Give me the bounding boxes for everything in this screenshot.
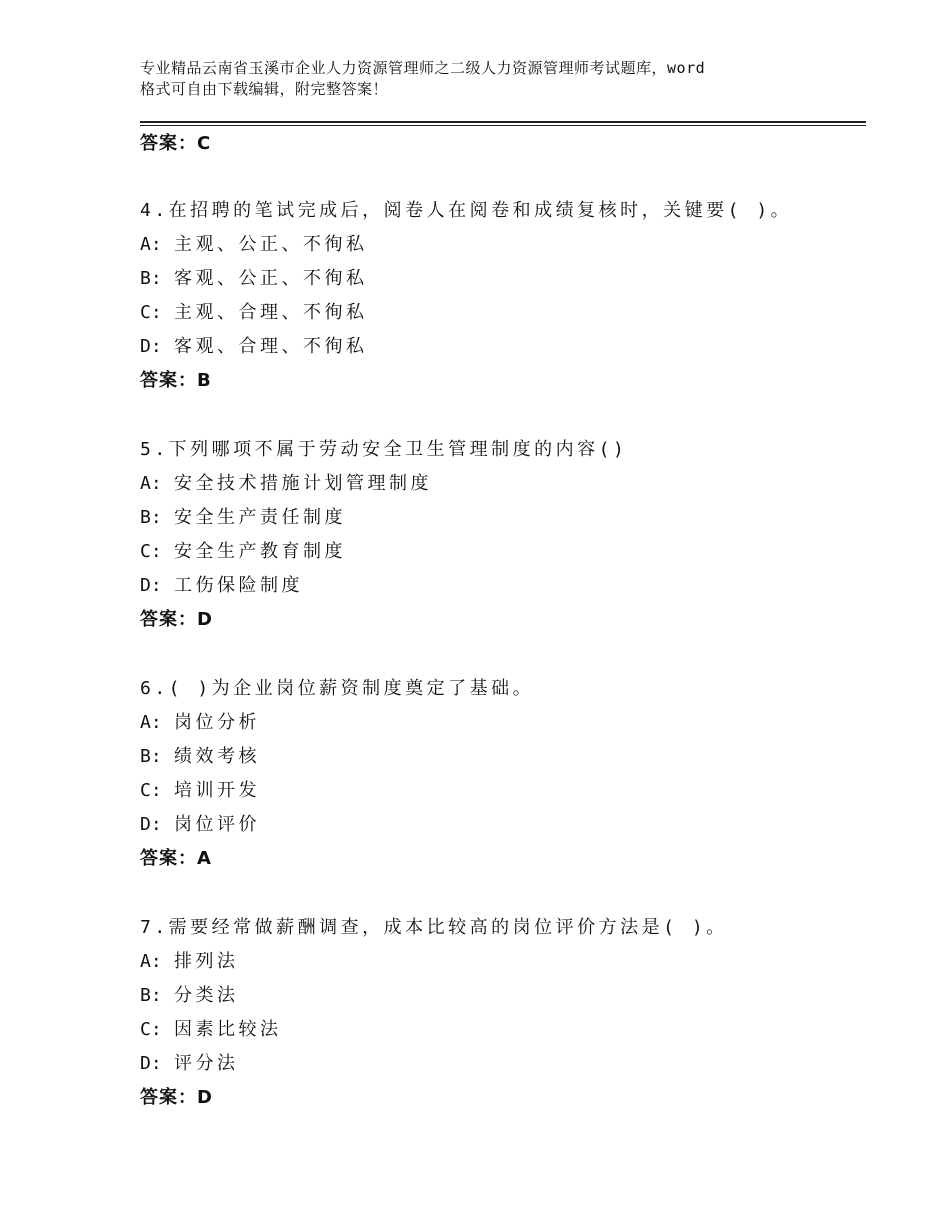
option-text: 主观、合理、不徇私 (174, 302, 368, 323)
option-c (140, 300, 860, 334)
question-stem: 4.在招聘的笔试完成后，阅卷人在阅卷和成绩复核时，关键要( )。 (140, 200, 793, 221)
answer-line: 答案：B (140, 370, 212, 391)
option-label: D: (140, 575, 162, 596)
document-header: 专业精品云南省玉溪市企业人力资源管理师之二级人力资源管理师考试题库，word 格式可自由下载编辑，附完整答案！ (140, 59, 706, 98)
option-label: A: (140, 951, 162, 972)
option-text: 安全技术措施计划管理制度 (174, 473, 432, 494)
option-label: A: (140, 234, 162, 255)
option-text: 因素比较法 (174, 1019, 282, 1040)
header-rule-thick (140, 121, 866, 123)
option-text: 绩效考核 (174, 746, 260, 767)
option-c (140, 1017, 860, 1051)
option-d (140, 334, 860, 368)
option-text: 岗位评价 (174, 814, 260, 835)
option-c (140, 539, 860, 573)
option-text: 主观、公正、不徇私 (174, 234, 368, 255)
option-label: D: (140, 1053, 162, 1074)
option-label: B: (140, 507, 162, 528)
option-text: 评分法 (174, 1053, 239, 1074)
question-stem: 5.下列哪项不属于劳动安全卫生管理制度的内容() (140, 439, 628, 460)
option-text: 岗位分析 (174, 712, 260, 733)
option-text: 工伤保险制度 (174, 575, 303, 596)
question-list (140, 198, 860, 1154)
question-6 (140, 676, 860, 915)
option-a (140, 710, 860, 744)
option-b (140, 744, 860, 778)
option-b (140, 266, 860, 300)
option-label: A: (140, 712, 162, 733)
option-label: C: (140, 1019, 162, 1040)
option-label: A: (140, 473, 162, 494)
option-a (140, 949, 860, 983)
previous-question-answer: 答案：C (140, 133, 212, 154)
option-d (140, 812, 860, 846)
option-label: C: (140, 541, 162, 562)
option-label: B: (140, 268, 162, 289)
question-7 (140, 915, 860, 1154)
option-text: 排列法 (174, 951, 239, 972)
question-5 (140, 437, 860, 676)
option-label: C: (140, 302, 162, 323)
option-label: D: (140, 336, 162, 357)
option-text: 分类法 (174, 985, 239, 1006)
option-text: 安全生产教育制度 (174, 541, 346, 562)
option-d (140, 1051, 860, 1085)
option-a (140, 232, 860, 266)
option-label: C: (140, 780, 162, 801)
answer-line: 答案：D (140, 609, 213, 630)
option-text: 客观、公正、不徇私 (174, 268, 368, 289)
option-label: B: (140, 746, 162, 767)
option-c (140, 778, 860, 812)
header-rule-thin (140, 125, 866, 126)
question-stem: 6.( )为企业岗位薪资制度奠定了基础。 (140, 678, 535, 699)
question-stem: 7.需要经常做薪酬调查，成本比较高的岗位评价方法是( )。 (140, 917, 728, 938)
option-text: 客观、合理、不徇私 (174, 336, 368, 357)
answer-line: 答案：D (140, 1087, 213, 1108)
option-a (140, 471, 860, 505)
option-text: 培训开发 (174, 780, 260, 801)
option-label: B: (140, 985, 162, 1006)
question-4 (140, 198, 860, 437)
option-label: D: (140, 814, 162, 835)
option-b (140, 505, 860, 539)
answer-line: 答案：A (140, 848, 212, 869)
option-d (140, 573, 860, 607)
option-b (140, 983, 860, 1017)
option-text: 安全生产责任制度 (174, 507, 346, 528)
